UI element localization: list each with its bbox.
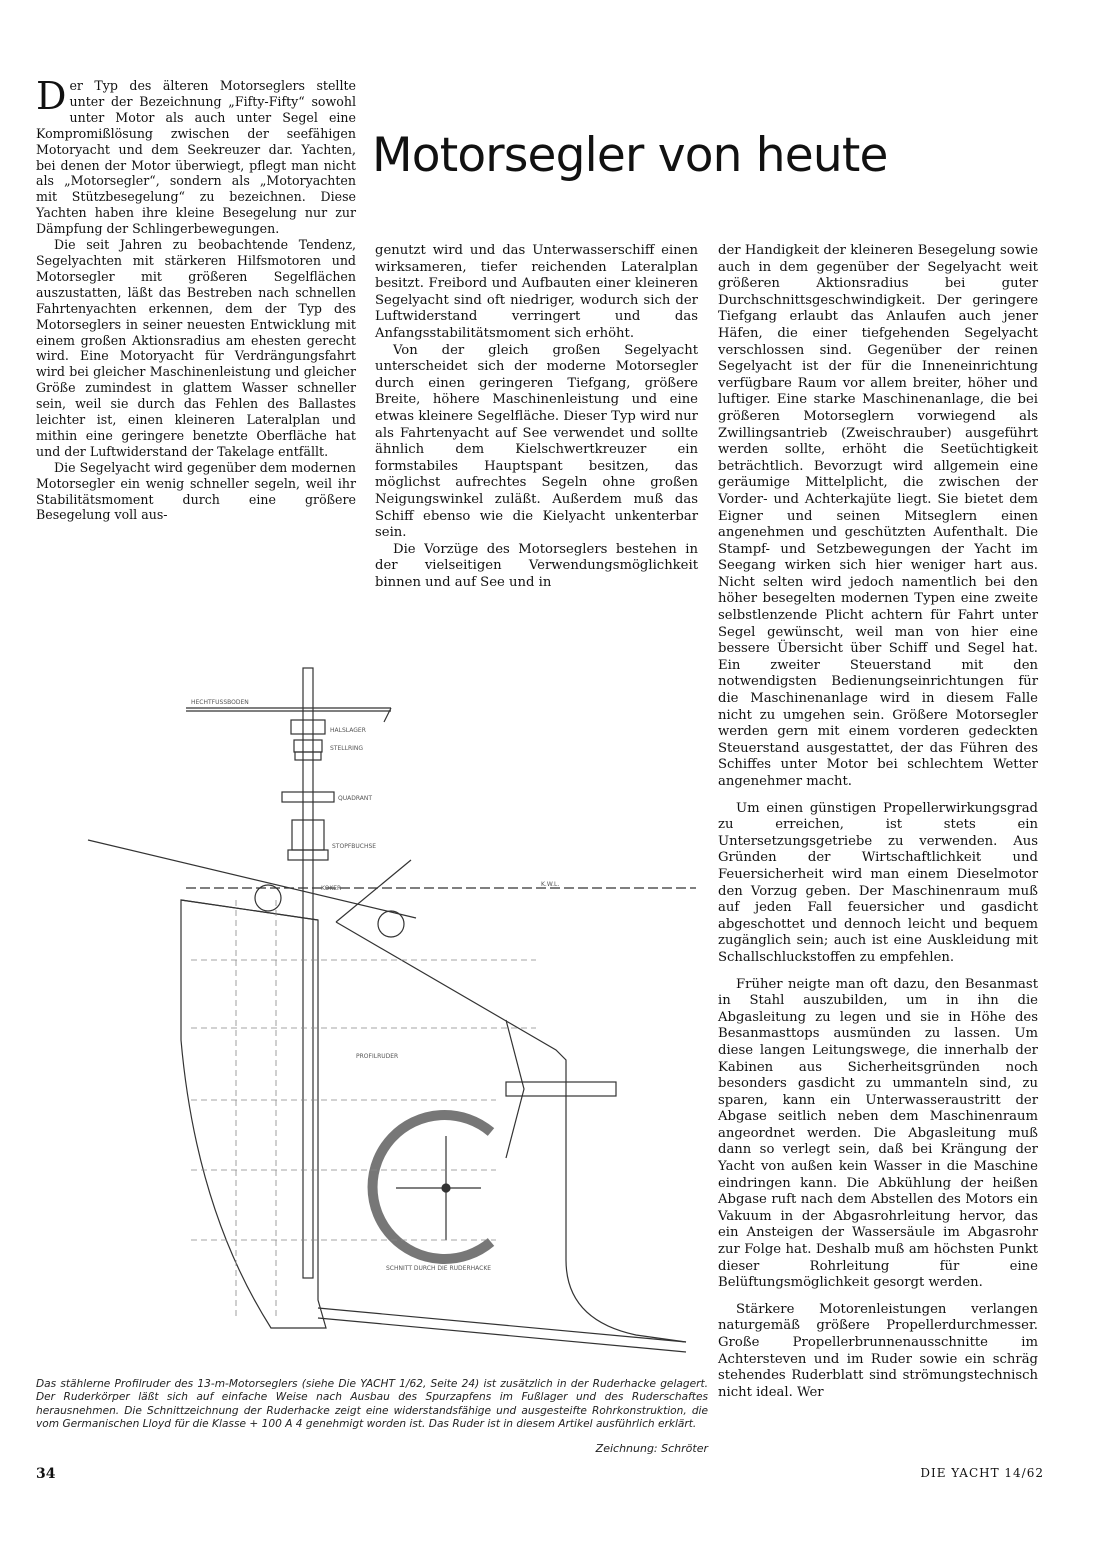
page-number: 34: [36, 1466, 56, 1482]
label-koker: KOKER: [321, 885, 342, 892]
article-column-3: [718, 243, 1038, 1401]
paragraph: Die seit Jahren zu beobachtende Tendenz, Segelyachten mit stärkeren Hilfsmotoren und Motorsegler mit größeren Segelflächen auszustatten, läßt das Bestreben nach schnellen Fahrtenyachten erkennen, dem der Typ des Motorseglers in seiner neuesten Entwicklung mit einem großen Aktionsradius am ehesten gerecht wird. Eine Motoryacht für Verdrängungsfahrt wird bei gleicher Maschinenleistung und gleicher Größe zumindest in glattem Wasser schneller sein, weil sie durch das Fehlen des Ballastes leichter ist, einen kleineren Lateralplan und mithin eine geringere benetzte Oberfläche hat und der Luftwiderstand der Takelage entfällt.: [36, 237, 356, 459]
paragraph: Von der gleich großen Segelyacht unterscheidet sich der moderne Motorsegler durch einen geringeren Tiefgang, größere Breite, höhere Maschinenleistung und eine etwas kleinere Segelfläche. Dieser Typ wird nur als Fahrtenyacht auf See verwendet und sollte ähnlich dem Kielschwertkreuzer ein formstabiles Hauptspant besitzen, das möglichst aufrechtes Segeln ohne großen Neigungswinkel zuläßt. Außerdem muß das Schiff ebenso wie die Kielyacht unkenterbar sein.: [375, 342, 698, 541]
paragraph: Um einen günstigen Propellerwirkungsgrad zu erreichen, ist stets ein Untersetzungsgetriebe zu verwenden. Aus Gründen der Wirtschaftlichkeit und Feuersicherheit wird man einem Dieselmotor den Vorzug geben. Der Maschinenraum muß auf jeden Fall feuersicher und gasdicht abgeschottet und dennoch leicht und bequem zugänglich sein; auch ist eine Auskleidung mit Schallschluckstoffen zu empfehlen.: [718, 800, 1038, 965]
magazine-footer: DIE YACHT 14/62: [920, 1466, 1044, 1480]
article-column-1: [36, 74, 356, 523]
paragraph: [36, 74, 356, 237]
label-kwl: K.W.L.: [541, 881, 560, 888]
paragraph: Die Vorzüge des Motorseglers bestehen in der vielseitigen Verwendungsmöglichkeit binnen und auf See und in: [375, 541, 698, 590]
label-stopfbuchse: STOPFBUCHSE: [332, 843, 377, 850]
label-stellring: STELLRING: [330, 745, 364, 752]
paragraph: genutzt wird und das Unterwasserschiff einen wirksameren, tiefer reichenden Lateralplan besitzt. Freibord und Aufbauten einer kleineren Segelyacht sind oft niedriger, wodurch sich der Luftwiderstand verringert und das Anfangsstabilitätsmoment sich erhöht.: [375, 243, 698, 341]
paragraph: Stärkere Motorenleistungen verlangen naturgemäß größere Propellerdurchmesser. Große Propellerbrunnenausschnitte im Achtersteven und im Ruder sowie ein schräg stehendes Ruderblatt sind strömungstechnisch nicht ideal. Wer: [718, 1301, 1038, 1400]
rudder-technical-drawing: [36, 660, 708, 1370]
dropcap: D: [36, 74, 67, 118]
figure-caption: Das stählerne Profilruder des 13-m-Motorseglers (siehe Die YACHT 1/62, Seite 24) ist zusätzlich in der Ruderhacke gelagert. Der Ruderkörper läßt sich auf einfache Weise nach Ausbau des Spurzapfens im Fußlager und des Ruderschaftes herausnehmen. Die Schnittzeichnung der Ruderhacke zeigt eine widerstandsfähige und ausgesteifte Rohrkonstruktion, die vom Germanischen Lloyd für die Klasse + 100 A 4 genehmigt worden ist. Das Ruder ist in diesem Artikel ausführlich erklärt.: [36, 1378, 708, 1431]
label-quadrant: QUADRANT: [338, 795, 373, 802]
drawing-credit: Zeichnung: Schröter: [595, 1442, 708, 1455]
paragraph: Früher neigte man oft dazu, den Besanmast in Stahl auszubilden, um in ihn die Abgasleitung zu legen und sie in Höhe des Besanmasttops ausmünden zu lassen. Um diese langen Leitungswege, die innerhalb der Kabinen aus Sicherheitsgründen noch besonders gasdicht zu ummanteln sind, zu sparen, kann ein Unterwasseraustritt der Abgase seitlich neben dem Maschinenraum angeordnet werden. Die Abgasleitung muß dann so verlegt sein, daß bei Krängung der Yacht von außen kein Wasser in die Maschine eindringen kann. Die Abkühlung der heißen Abgase ruft nach dem Abstellen des Motors ein Vakuum in der Abgasrohrleitung hervor, das ein Ansteigen der Wassersäule im Abgasrohr zur Folge hat. Deshalb muß am höchsten Punkt dieser Rohrleitung für eine Belüftungsmöglichkeit gesorgt werden.: [718, 976, 1038, 1291]
article-column-2: [375, 243, 698, 591]
label-profilruder: PROFILRUDER: [356, 1053, 399, 1060]
label-schnitt-ruderhacke: SCHNITT DURCH DIE RUDERHACKE: [386, 1265, 492, 1272]
article-headline: Motorsegler von heute: [372, 128, 888, 183]
paragraph: der Handigkeit der kleineren Besegelung sowie auch in dem gegenüber der Segelyacht weit größeren Aktionsradius bei guter Durchschnittsgeschwindigkeit. Der geringere Tiefgang erlaubt das Anlaufen auch jener Häfen, die einer tiefgehenden Segelyacht verschlossen sind. Gegenüber der reinen Segelyacht ist der für die Inneneinrichtung verfügbare Raum vor allem breiter, höher und luftiger. Eine starke Maschinenanlage, die bei größeren Motorseglern vorwiegend als Zwillingsantrieb (Zweischrauber) ausgeführt werden sollte, erhöht die Seetüchtigkeit beträchtlich. Bevorzugt wird allgemein eine geräumige Mittelplicht, die zwischen der Vorder- und Achterkajüte liegt. Sie bietet dem Eigner und seinen Mitseglern einen angenehmen und geschützten Aufenthalt. Die Stampf- und Setzbewegungen der Yacht im Seegang wirken sich hier weniger hart aus. Nicht selten wird jedoch namentlich bei den höher besegelten modernen Typen eine zweite selbstlenzende Plicht achtern für Fahrt unter Segel gewünscht, weil man von hier eine bessere Übersicht über Schiff und Segel hat. Ein zweiter Steuerstand mit den notwendigsten Bedienungseinrichtungen für die Maschinenanlage wird in diesem Falle nicht zu umgehen sein. Größere Motorsegler werden gern mit einem vorderen gedeckten Steuerstand ausgestattet, der das Führen des Schiffes unter Motor bei schlechtem Wetter angenehmer macht.: [718, 243, 1038, 789]
label-hechtfussboden: HECHTFUSSBODEN: [191, 699, 249, 706]
label-halslager: HALSLAGER: [330, 727, 366, 734]
paragraph-text: er Typ des älteren Motorseglers stellte unter der Bezeichnung „Fifty-Fifty“ sowohl unter Motor als auch unter Segel eine Kompromißlösung zwischen der seefähigen Motoryacht und dem Seekreuzer dar. Yachten, bei denen der Motor überwiegt, pflegt man nicht als „Motorsegler“, sondern als „Motoryachten mit Stützbesegelung“ zu bezeichnen. Diese Yachten haben ihre kleine Besegelung nur zur Dämpfung der Schlingerbewegungen.: [36, 78, 356, 237]
paragraph: Die Segelyacht wird gegenüber dem modernen Motorsegler ein wenig schneller segeln, weil ihr Stabilitätsmoment durch eine größere Besegelung voll aus-: [36, 459, 356, 523]
